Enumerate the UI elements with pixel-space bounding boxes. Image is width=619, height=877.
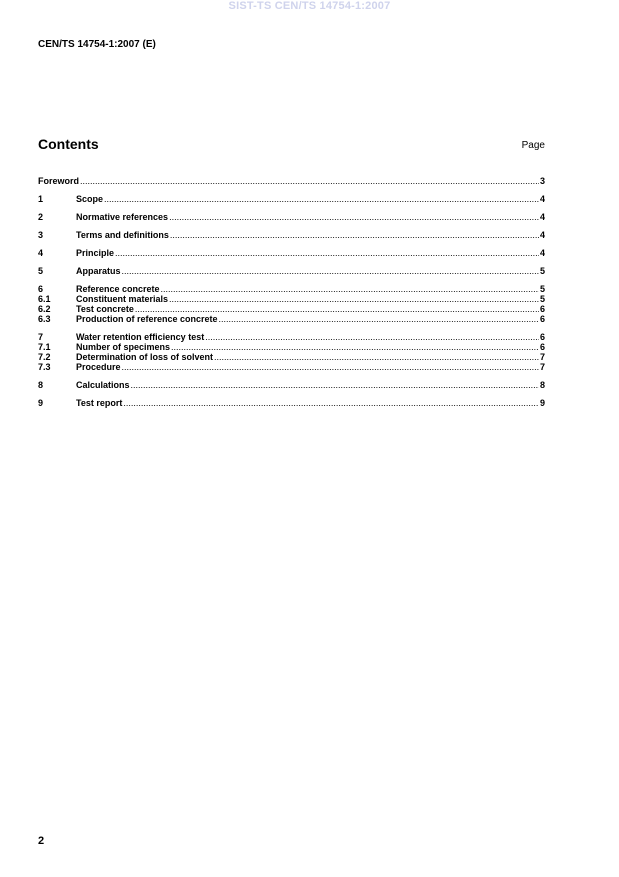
toc-entry-page: 7 bbox=[539, 362, 545, 372]
toc-entry-page: 6 bbox=[539, 314, 545, 324]
toc-dot-leader bbox=[169, 212, 539, 222]
watermark: SIST-TS CEN/TS 14754-1:2007 bbox=[228, 0, 391, 12]
toc-entry-title: Scope bbox=[76, 194, 104, 204]
toc-entry-number: 7.1 bbox=[38, 342, 51, 352]
toc-entry[interactable] bbox=[38, 284, 545, 294]
toc-dot-leader bbox=[170, 230, 539, 240]
toc-entry[interactable] bbox=[38, 294, 545, 304]
toc-entry-title: Reference concrete bbox=[76, 284, 160, 294]
toc-entry-number: 7.3 bbox=[38, 362, 51, 372]
toc-entry-title: Terms and definitions bbox=[76, 230, 169, 240]
toc-entry-number: 5 bbox=[38, 266, 44, 276]
contents-title: Contents bbox=[38, 136, 99, 152]
toc-dot-leader bbox=[171, 342, 539, 352]
toc-entry-number: 7.2 bbox=[38, 352, 51, 362]
toc-entry-number: 8 bbox=[38, 380, 44, 390]
toc-entry-title: Water retention efficiency test bbox=[76, 332, 205, 342]
toc-entry-page: 4 bbox=[539, 230, 545, 240]
toc-entry-title: Test report bbox=[76, 398, 123, 408]
toc-entry[interactable] bbox=[38, 332, 545, 342]
toc-entry-number: 7 bbox=[38, 332, 44, 342]
toc-entry-number: 6.2 bbox=[38, 304, 51, 314]
toc-entry[interactable] bbox=[38, 342, 545, 352]
toc-entry-number: 4 bbox=[38, 248, 44, 258]
toc-entry-page: 5 bbox=[539, 266, 545, 276]
toc-entry[interactable] bbox=[38, 212, 545, 222]
toc-dot-leader bbox=[131, 380, 539, 390]
toc-dot-leader bbox=[161, 284, 539, 294]
toc-dot-leader bbox=[169, 294, 539, 304]
toc-entry-number: 3 bbox=[38, 230, 44, 240]
toc-entry-page: 4 bbox=[539, 212, 545, 222]
toc-dot-leader bbox=[219, 314, 539, 324]
toc-dot-leader bbox=[214, 352, 539, 362]
toc-entry[interactable] bbox=[38, 362, 545, 372]
toc-entry-page: 5 bbox=[539, 294, 545, 304]
page-column-heading: Page bbox=[521, 140, 545, 151]
toc-entry[interactable] bbox=[38, 380, 545, 390]
toc-entry-number: 6 bbox=[38, 284, 44, 294]
toc-entry-title: Number of specimens bbox=[76, 342, 171, 352]
toc-dot-leader bbox=[104, 194, 539, 204]
toc-entry-title: Procedure bbox=[76, 362, 121, 372]
toc-entry-number: 2 bbox=[38, 212, 44, 222]
toc-entry-number: 6.3 bbox=[38, 314, 51, 324]
toc-dot-leader bbox=[122, 362, 539, 372]
toc-entry[interactable] bbox=[38, 398, 545, 408]
toc-entry-title: Production of reference concrete bbox=[76, 314, 218, 324]
toc-entry-title: Determination of loss of solvent bbox=[76, 352, 214, 362]
toc-entry-page: 5 bbox=[539, 284, 545, 294]
toc-entry[interactable] bbox=[38, 194, 545, 204]
toc-entry-page: 4 bbox=[539, 194, 545, 204]
toc-entry-page: 7 bbox=[539, 352, 545, 362]
table-of-contents bbox=[38, 176, 545, 408]
toc-dot-leader bbox=[205, 332, 539, 342]
toc-entry[interactable] bbox=[38, 304, 545, 314]
toc-entry[interactable] bbox=[38, 314, 545, 324]
toc-entry[interactable] bbox=[38, 266, 545, 276]
toc-entry[interactable] bbox=[38, 352, 545, 362]
toc-entry-title: Calculations bbox=[76, 380, 130, 390]
page-number: 2 bbox=[38, 835, 45, 847]
toc-entry-page: 6 bbox=[539, 342, 545, 352]
toc-entry[interactable] bbox=[38, 176, 545, 186]
toc-entry-title: Constituent materials bbox=[76, 294, 169, 304]
toc-entry-page: 6 bbox=[539, 304, 545, 314]
toc-entry[interactable] bbox=[38, 230, 545, 240]
toc-entry-number: 9 bbox=[38, 398, 44, 408]
toc-dot-leader bbox=[135, 304, 539, 314]
toc-entry-page: 6 bbox=[539, 332, 545, 342]
toc-entry-page: 9 bbox=[539, 398, 545, 408]
toc-entry-title: Apparatus bbox=[76, 266, 121, 276]
toc-entry-number: 1 bbox=[38, 194, 44, 204]
toc-entry-title: Foreword bbox=[38, 176, 80, 186]
toc-entry-page: 3 bbox=[539, 176, 545, 186]
toc-entry-title: Principle bbox=[76, 248, 115, 258]
toc-dot-leader bbox=[115, 248, 539, 258]
toc-dot-leader bbox=[122, 266, 539, 276]
toc-dot-leader bbox=[80, 176, 539, 186]
toc-entry[interactable] bbox=[38, 248, 545, 258]
toc-dot-leader bbox=[123, 398, 539, 408]
toc-entry-title: Test concrete bbox=[76, 304, 134, 314]
toc-entry-number: 6.1 bbox=[38, 294, 51, 304]
document-id: CEN/TS 14754-1:2007 (E) bbox=[38, 39, 156, 50]
toc-entry-page: 4 bbox=[539, 248, 545, 258]
toc-entry-page: 8 bbox=[539, 380, 545, 390]
toc-entry-title: Normative references bbox=[76, 212, 169, 222]
